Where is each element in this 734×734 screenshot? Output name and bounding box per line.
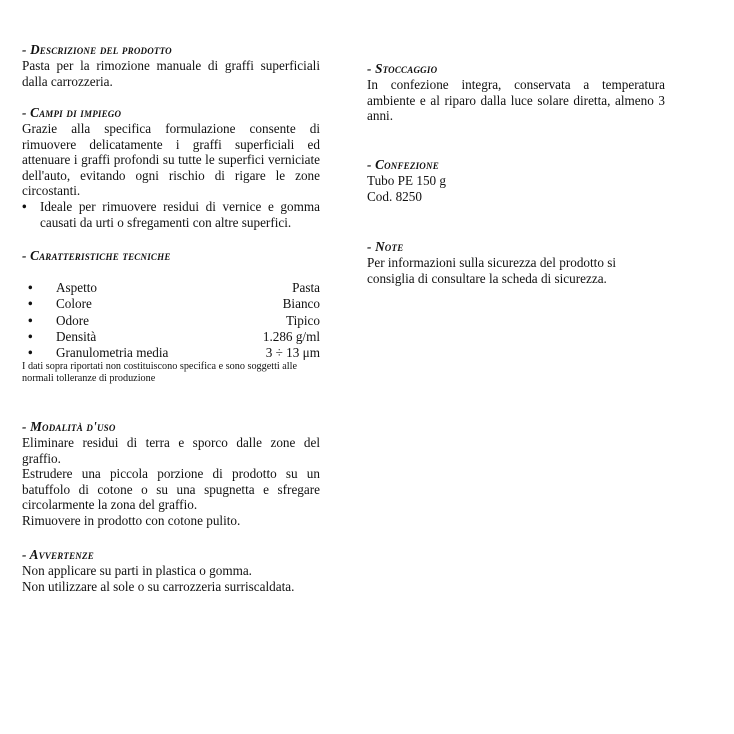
- spec-label: Granulometria media: [56, 345, 169, 361]
- spec-row: [22, 312, 320, 328]
- section-stoccaggio: [367, 61, 665, 124]
- spec-row: [22, 345, 320, 361]
- section-heading: - Caratteristiche tecniche: [22, 248, 171, 263]
- section-text: Per informazioni sulla sicurezza del prodotto si consiglia di consultare la scheda di sicurezza.: [367, 255, 617, 286]
- bullet-icon: •: [22, 198, 27, 214]
- bullet-icon: •: [28, 345, 33, 361]
- section-heading: - Avvertenze: [22, 547, 94, 562]
- spec-row: [22, 280, 320, 296]
- section-heading: - Stoccaggio: [367, 61, 438, 76]
- section-confezione: [367, 157, 665, 204]
- section-line: Non applicare su parti in plastica o gomma.: [22, 563, 252, 578]
- spec-label: Colore: [56, 296, 92, 312]
- section-descrizione: [22, 42, 320, 89]
- spec-label: Odore: [56, 312, 89, 328]
- specs-disclaimer: I dati sopra riportati non costituiscono specifica e sono soggetti alle normali tolleranze di produzione: [22, 361, 297, 384]
- bullet-text: Ideale per rimuovere residui di vernice e gomma causati da urti o sfregamenti con altre superfici.: [40, 198, 320, 230]
- spec-value: Bianco: [282, 296, 320, 312]
- section-line: Cod. 8250: [367, 188, 422, 204]
- specs-list: [22, 280, 320, 361]
- section-line: Eliminare residui di terra e sporco dalle zone del graffio.: [22, 435, 320, 466]
- spec-value: 3 ÷ 13 μm: [265, 345, 320, 361]
- section-heading: - Note: [367, 239, 404, 254]
- section-caratteristiche: [22, 248, 320, 264]
- section-heading: - Modalità d'uso: [22, 419, 116, 434]
- section-heading: - Confezione: [367, 157, 439, 172]
- section-line: Rimuovere in prodotto con cotone pulito.: [22, 512, 241, 528]
- spec-row: [22, 296, 320, 312]
- section-heading: - Descrizione del prodotto: [22, 42, 172, 57]
- spec-value: Pasta: [292, 280, 320, 296]
- bullet-icon: •: [28, 312, 33, 328]
- section-line: Estrudere una piccola porzione di prodotto su un batuffolo di cotone o su una spugnetta e sfregare circolarmente la zona del graffio.: [22, 466, 320, 513]
- section-modalita-uso: [22, 419, 320, 529]
- spec-row: [22, 329, 320, 345]
- section-line: Non utilizzare al sole o su carrozzeria surriscaldata.: [22, 578, 295, 594]
- section-campi-impiego: [22, 105, 320, 230]
- section-avvertenze: [22, 547, 320, 594]
- spec-label: Densità: [56, 328, 97, 344]
- spec-value: Tipico: [286, 312, 320, 328]
- section-line: Tubo PE 150 g: [367, 173, 447, 188]
- section-note: [367, 239, 665, 286]
- bullet-icon: •: [28, 296, 33, 312]
- spec-label: Aspetto: [56, 280, 98, 296]
- section-text: In confezione integra, conservata a temperatura ambiente e al riparo dalla luce solare diretta, almeno 3 anni.: [367, 77, 665, 124]
- spec-value: 1.286 g/ml: [262, 328, 320, 344]
- section-text: Pasta per la rimozione manuale di graffi superficiali dalla carrozzeria.: [22, 58, 320, 89]
- bullet-icon: •: [28, 328, 33, 344]
- bullet-item: [22, 199, 320, 230]
- section-heading: - Campi di impiego: [22, 105, 122, 120]
- bullet-icon: •: [28, 280, 33, 296]
- section-text: Grazie alla specifica formulazione consente di rimuovere delicatamente i graffi superficiali ed attenuare i graffi profondi su tutte le superfici verniciate dell'auto, evitando ogni rischio di rigare le zone circostanti.: [22, 121, 320, 199]
